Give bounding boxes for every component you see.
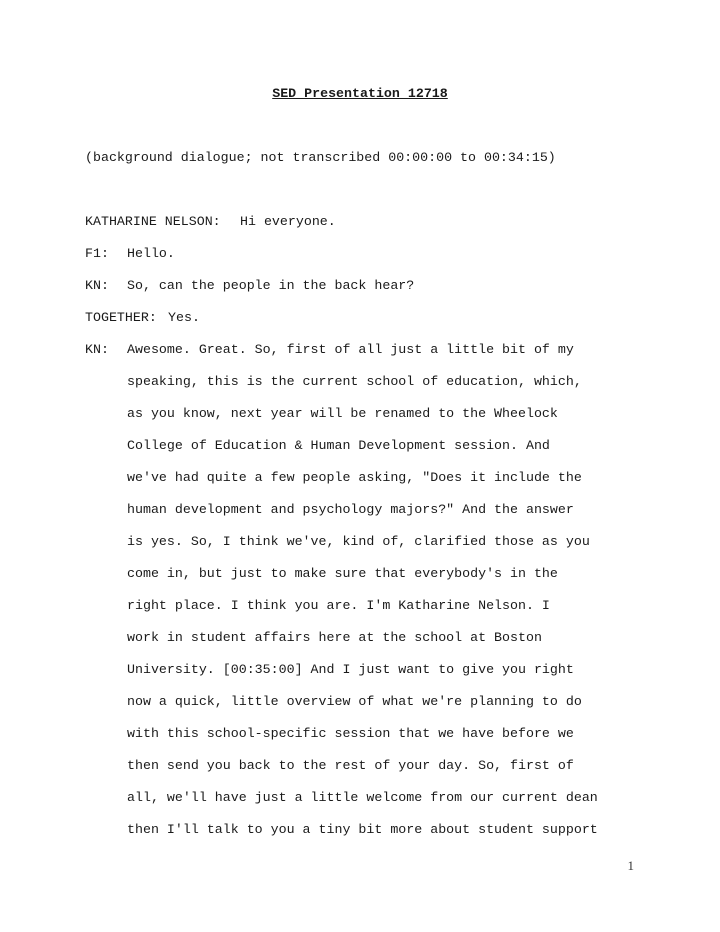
speaker-label: KATHARINE NELSON:	[85, 214, 221, 229]
document-title: SED Presentation 12718	[272, 86, 448, 101]
speech-text: Yes.	[168, 310, 200, 325]
speech-line: all, we'll have just a little welcome from our current dean	[127, 790, 598, 805]
transcript-note: (background dialogue; not transcribed 00:00:00 to 00:34:15)	[85, 150, 556, 165]
speech-line: College of Education & Human Development session. And	[127, 438, 550, 453]
speech-text: So, can the people in the back hear?	[127, 278, 415, 293]
speech-line: as you know, next year will be renamed to the Wheelock	[127, 406, 558, 421]
speech-line: Awesome. Great. So, first of all just a little bit of my	[127, 342, 574, 357]
speech-line: work in student affairs here at the school at Boston	[127, 630, 542, 645]
speech-text: Hi everyone.	[240, 214, 336, 229]
dialogue-turn-long	[85, 340, 645, 852]
speaker-label: KN:	[85, 278, 109, 293]
speech-line: come in, but just to make sure that everybody's in the	[127, 566, 558, 581]
dialogue-turn	[85, 308, 645, 340]
speech-line: right place. I think you are. I'm Katharine Nelson. I	[127, 598, 550, 613]
speech-line: speaking, this is the current school of education, which,	[127, 374, 582, 389]
speech-line: now a quick, little overview of what we're planning to do	[127, 694, 582, 709]
speech-line: we've had quite a few people asking, "Does it include the	[127, 470, 582, 485]
speech-line: then send you back to the rest of your day. So, first of	[127, 758, 574, 773]
dialogue-turn	[85, 244, 645, 276]
dialogue	[85, 212, 645, 852]
speech-line: with this school-specific session that we have before we	[127, 726, 574, 741]
speech-paragraph	[127, 340, 687, 852]
speech-line: is yes. So, I think we've, kind of, clarified those as you	[127, 534, 590, 549]
speaker-label: TOGETHER:	[85, 310, 157, 325]
speech-text: Hello.	[127, 246, 175, 261]
speaker-label: F1:	[85, 246, 109, 261]
dialogue-turn	[85, 212, 645, 244]
speech-line: University. [00:35:00] And I just want to give you right	[127, 662, 574, 677]
speech-line: then I'll talk to you a tiny bit more about student support	[127, 822, 598, 837]
dialogue-turn	[85, 276, 645, 308]
page-number: 1	[627, 858, 634, 873]
speaker-label: KN:	[85, 342, 109, 357]
speech-line: human development and psychology majors?" And the answer	[127, 502, 574, 517]
